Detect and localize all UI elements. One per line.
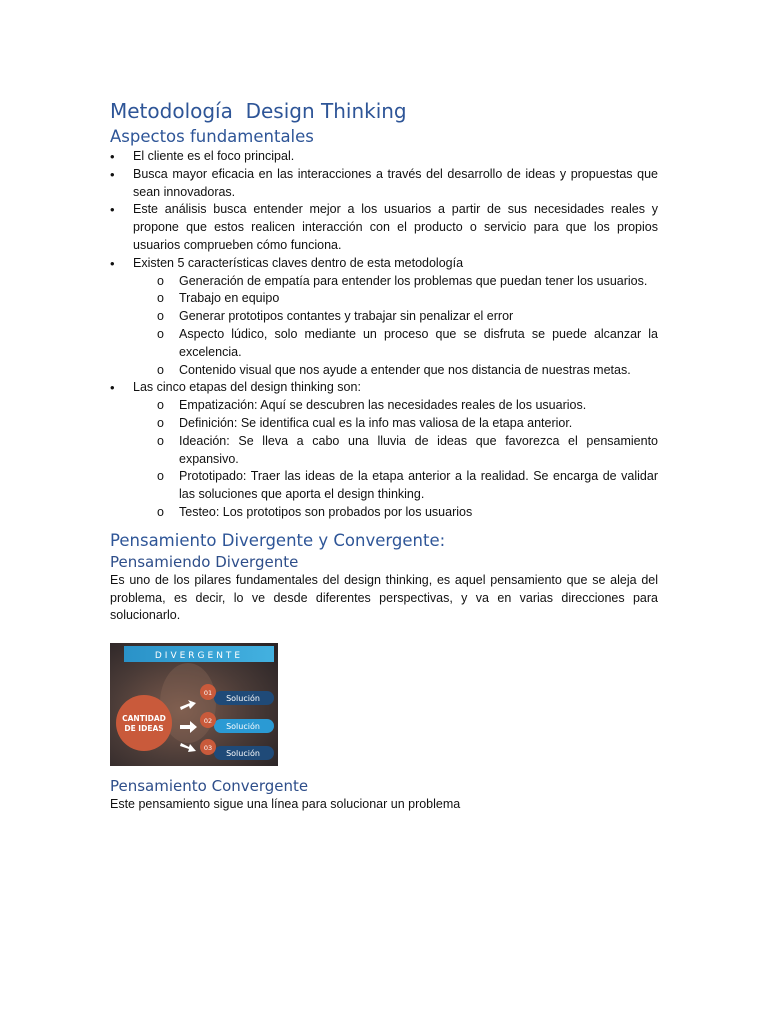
sub-list-item: o Generación de empatía para entender los problemas que puedan tener los usuarios. — [133, 273, 658, 291]
paragraph-convergente: Este pensamiento sigue una línea para solucionar un problema — [110, 797, 461, 812]
sub-list-item: o Testeo: Los prototipos son probados por los usuarios — [133, 504, 658, 522]
sub-list-item: o Prototipado: Traer las ideas de la etapa anterior a la realidad. Se encarga de validar las soluciones que aporta el design thinking. — [157, 469, 658, 502]
bullet-marker: • — [110, 380, 115, 396]
sub-bullet-marker: o — [157, 273, 164, 288]
main-bullet-list — [110, 148, 658, 522]
divergent-image — [110, 643, 278, 766]
list-item: • Existen 5 características claves dentro de esta metodología o Generación de empatía para entender los problemas que puedan tener los usuarios. o Trabajo en equipo o Generar prototipos contantes y trabajar sin penalizar el error o Aspecto lúdico, solo mediante un proceso que se disfruta se puede alcanzar la excelencia. o Contenido visual que nos ayude a entender que nos distancia de nuestras metas. — [110, 255, 658, 380]
solution-label: Solución — [226, 722, 260, 732]
subheading-convergente: Pensamiento Convergente — [110, 777, 309, 796]
badge-number: 03 — [203, 744, 213, 753]
document-title: Metodología Design Thinking — [110, 99, 407, 123]
paragraph-divergente: Es uno de los pilares fundamentales del design thinking, es aquel pensamiento que se aleja del problema, es decir, lo ve desde diferentes perspectivas, y va en varias direcciones para solucionarlo. — [110, 572, 658, 623]
stages-sublist — [133, 397, 658, 522]
sub-bullet-marker: o — [157, 362, 164, 377]
circle-text-line1: CANTIDAD — [122, 714, 166, 724]
divergent-diagram — [110, 643, 278, 766]
sub-list-item: o Empatización: Aquí se descubren las necesidades reales de los usuarios. — [133, 397, 658, 415]
solution-label: Solución — [226, 694, 260, 704]
sub-bullet-marker: o — [157, 398, 164, 413]
sub-list-item: o Generar prototipos contantes y trabajar sin penalizar el error — [133, 308, 658, 326]
section-heading-pensamiento: Pensamiento Divergente y Convergente: — [110, 530, 446, 550]
document-body — [110, 96, 658, 814]
bullet-marker: • — [110, 202, 115, 218]
sub-list-item: o Ideación: Se lleva a cabo una lluvia de ideas que favorezca el pensamiento expansivo. — [157, 433, 658, 466]
sub-bullet-marker: o — [157, 433, 164, 448]
bullet-marker: • — [110, 149, 115, 164]
sub-list-item: o Definición: Se identifica cual es la info mas valiosa de la etapa anterior. — [133, 415, 658, 433]
section-heading-aspectos: Aspectos fundamentales — [110, 127, 314, 146]
bullet-marker: • — [110, 166, 115, 182]
sub-bullet-marker: o — [157, 469, 164, 484]
sub-bullet-marker: o — [157, 291, 164, 306]
list-item: • Las cinco etapas del design thinking son: o Empatización: Aquí se descubren las necesidades reales de los usuarios. o Definición: Se identifica cual es la info mas valiosa de la etapa anterior. o Ideación: Se lleva a cabo una lluvia de ideas que favorezca el pensamiento expansivo. o Prototipado: Traer las ideas de la etapa anterior a la realidad. Se encarga de validar las soluciones que aporta el design thinking. o Testeo: Los prototipos son probados por los usuarios — [110, 379, 658, 521]
sub-list-item: o Contenido visual que nos ayude a entender que nos distancia de nuestras metas. — [133, 362, 658, 380]
badge-number: 01 — [203, 689, 213, 698]
list-item: • Este análisis busca entender mejor a los usuarios a partir de sus necesidades reales y propone que estos realicen interacción con el producto o servicio para que los propios usuarios comprueben cómo funciona. — [110, 202, 658, 252]
list-item: • Busca mayor eficacia en las interacciones a través del desarrollo de ideas y propuestas que sean innovadoras. — [110, 166, 658, 199]
features-sublist — [133, 273, 658, 380]
sub-list-item: o Trabajo en equipo — [133, 290, 658, 308]
banner-text: DIVERGENTE — [154, 651, 244, 662]
sub-bullet-marker: o — [157, 309, 164, 324]
sub-list-item: o Aspecto lúdico, solo mediante un proceso que se disfruta se puede alcanzar la excelencia. — [157, 326, 658, 359]
ideas-circle — [116, 695, 172, 751]
sub-bullet-marker: o — [157, 415, 164, 430]
badge-number: 02 — [203, 717, 213, 726]
list-item: • El cliente es el foco principal. — [110, 149, 295, 164]
sub-bullet-marker: o — [157, 326, 164, 341]
bullet-marker: • — [110, 255, 115, 271]
solution-label: Solución — [226, 749, 260, 759]
subheading-divergente: Pensamiendo Divergente — [110, 552, 299, 571]
sub-bullet-marker: o — [157, 504, 164, 519]
circle-text-line2: DE IDEAS — [124, 724, 164, 734]
